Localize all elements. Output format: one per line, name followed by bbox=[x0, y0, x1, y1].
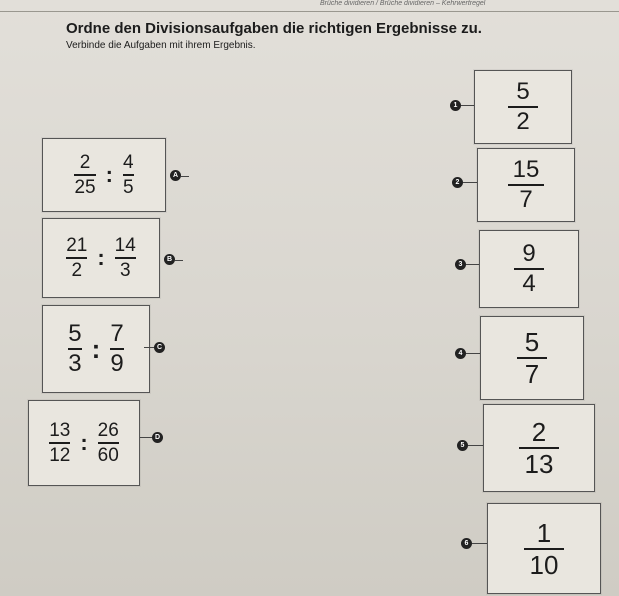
task-d-dividend bbox=[49, 421, 70, 465]
fraction-bar bbox=[115, 257, 136, 259]
result-3-fraction bbox=[514, 242, 544, 296]
instruction-text: Verbinde die Aufgaben mit ihrem Ergebnis. bbox=[66, 40, 256, 51]
task-b-dividend-numerator: 21 bbox=[66, 235, 88, 256]
task-c-dividend-numerator: 5 bbox=[68, 320, 82, 347]
result-1-marker[interactable]: 1 bbox=[450, 100, 461, 111]
header-divider bbox=[0, 11, 619, 12]
task-d-divisor-numerator: 26 bbox=[97, 420, 119, 441]
task-b-dividend bbox=[66, 236, 87, 280]
task-a-marker[interactable]: A bbox=[170, 170, 181, 181]
result-4-fraction bbox=[517, 329, 547, 387]
result-2-fraction bbox=[508, 158, 544, 212]
task-c-connector-stub bbox=[144, 347, 154, 348]
task-b-dividend-denominator: 2 bbox=[71, 260, 83, 281]
division-sign: : bbox=[91, 334, 101, 364]
result-6-connector-stub bbox=[472, 543, 487, 544]
result-3-box bbox=[479, 230, 579, 308]
task-a-dividend bbox=[74, 153, 95, 197]
task-a-divisor-numerator: 4 bbox=[122, 152, 134, 173]
fraction-bar bbox=[123, 174, 134, 176]
result-6-box bbox=[487, 503, 601, 594]
task-c-divisor-denominator: 9 bbox=[110, 350, 124, 377]
task-d-dividend-denominator: 12 bbox=[49, 445, 71, 466]
task-d-dividend-numerator: 13 bbox=[49, 420, 71, 441]
fraction-bar bbox=[74, 174, 95, 176]
result-5-denominator: 13 bbox=[524, 449, 554, 479]
task-a-dividend-denominator: 25 bbox=[74, 177, 96, 198]
result-1-fraction bbox=[508, 80, 538, 134]
result-6-numerator: 1 bbox=[536, 517, 552, 548]
task-d-box bbox=[28, 400, 140, 486]
result-4-numerator: 5 bbox=[524, 327, 540, 357]
result-4-connector-stub bbox=[466, 353, 480, 354]
result-1-denominator: 2 bbox=[516, 108, 530, 135]
fraction-bar bbox=[49, 442, 70, 444]
task-b-divisor-denominator: 3 bbox=[119, 260, 131, 281]
task-d-connector-stub bbox=[140, 437, 152, 438]
result-5-box bbox=[483, 404, 595, 492]
result-3-connector-stub bbox=[466, 264, 479, 265]
result-5-connector-stub bbox=[468, 445, 483, 446]
task-c-dividend bbox=[68, 322, 81, 376]
result-4-denominator: 7 bbox=[524, 359, 540, 389]
task-c-marker[interactable]: C bbox=[154, 342, 165, 353]
fraction-bar bbox=[66, 257, 87, 259]
result-5-fraction bbox=[519, 419, 559, 477]
division-sign: : bbox=[105, 162, 113, 187]
result-6-marker[interactable]: 6 bbox=[461, 538, 472, 549]
task-d-divisor bbox=[98, 421, 119, 465]
task-d-marker[interactable]: D bbox=[152, 432, 163, 443]
task-c-dividend-denominator: 3 bbox=[68, 350, 82, 377]
result-2-numerator: 15 bbox=[512, 156, 540, 183]
task-b-divisor-numerator: 14 bbox=[114, 235, 136, 256]
result-1-numerator: 5 bbox=[516, 78, 530, 105]
result-1-connector-stub bbox=[461, 105, 474, 106]
division-sign: : bbox=[97, 245, 105, 270]
task-a-connector-stub bbox=[181, 176, 189, 177]
task-c-box bbox=[42, 305, 150, 393]
task-a-dividend-numerator: 2 bbox=[79, 152, 91, 173]
page-header: Brüche dividieren / Brüche dividieren – Kehrwertregel bbox=[320, 0, 486, 7]
result-5-numerator: 2 bbox=[531, 417, 547, 447]
result-2-connector-stub bbox=[463, 182, 477, 183]
task-b-box bbox=[42, 218, 160, 298]
result-6-denominator: 10 bbox=[529, 549, 559, 580]
task-a-divisor-denominator: 5 bbox=[122, 177, 134, 198]
result-2-box bbox=[477, 148, 575, 222]
result-6-fraction bbox=[524, 517, 564, 580]
result-4-marker[interactable]: 4 bbox=[455, 348, 466, 359]
result-5-marker[interactable]: 5 bbox=[457, 440, 468, 451]
task-c-divisor-numerator: 7 bbox=[110, 320, 124, 347]
result-3-denominator: 4 bbox=[522, 270, 536, 297]
result-3-numerator: 9 bbox=[522, 240, 536, 267]
division-sign: : bbox=[80, 430, 88, 455]
task-a-divisor bbox=[123, 153, 134, 197]
result-2-denominator: 7 bbox=[519, 186, 533, 213]
task-b-connector-stub bbox=[175, 260, 183, 261]
result-2-marker[interactable]: 2 bbox=[452, 177, 463, 188]
task-d-divisor-denominator: 60 bbox=[97, 445, 119, 466]
task-c-divisor bbox=[110, 322, 123, 376]
page-title: Ordne den Divisionsaufgaben die richtigen Ergebnisse zu. bbox=[66, 20, 482, 37]
fraction-bar bbox=[98, 442, 119, 444]
task-b-divisor bbox=[115, 236, 136, 280]
task-b-marker[interactable]: B bbox=[164, 254, 175, 265]
result-1-box bbox=[474, 70, 572, 144]
result-4-box bbox=[480, 316, 584, 400]
result-3-marker[interactable]: 3 bbox=[455, 259, 466, 270]
task-a-box bbox=[42, 138, 166, 212]
